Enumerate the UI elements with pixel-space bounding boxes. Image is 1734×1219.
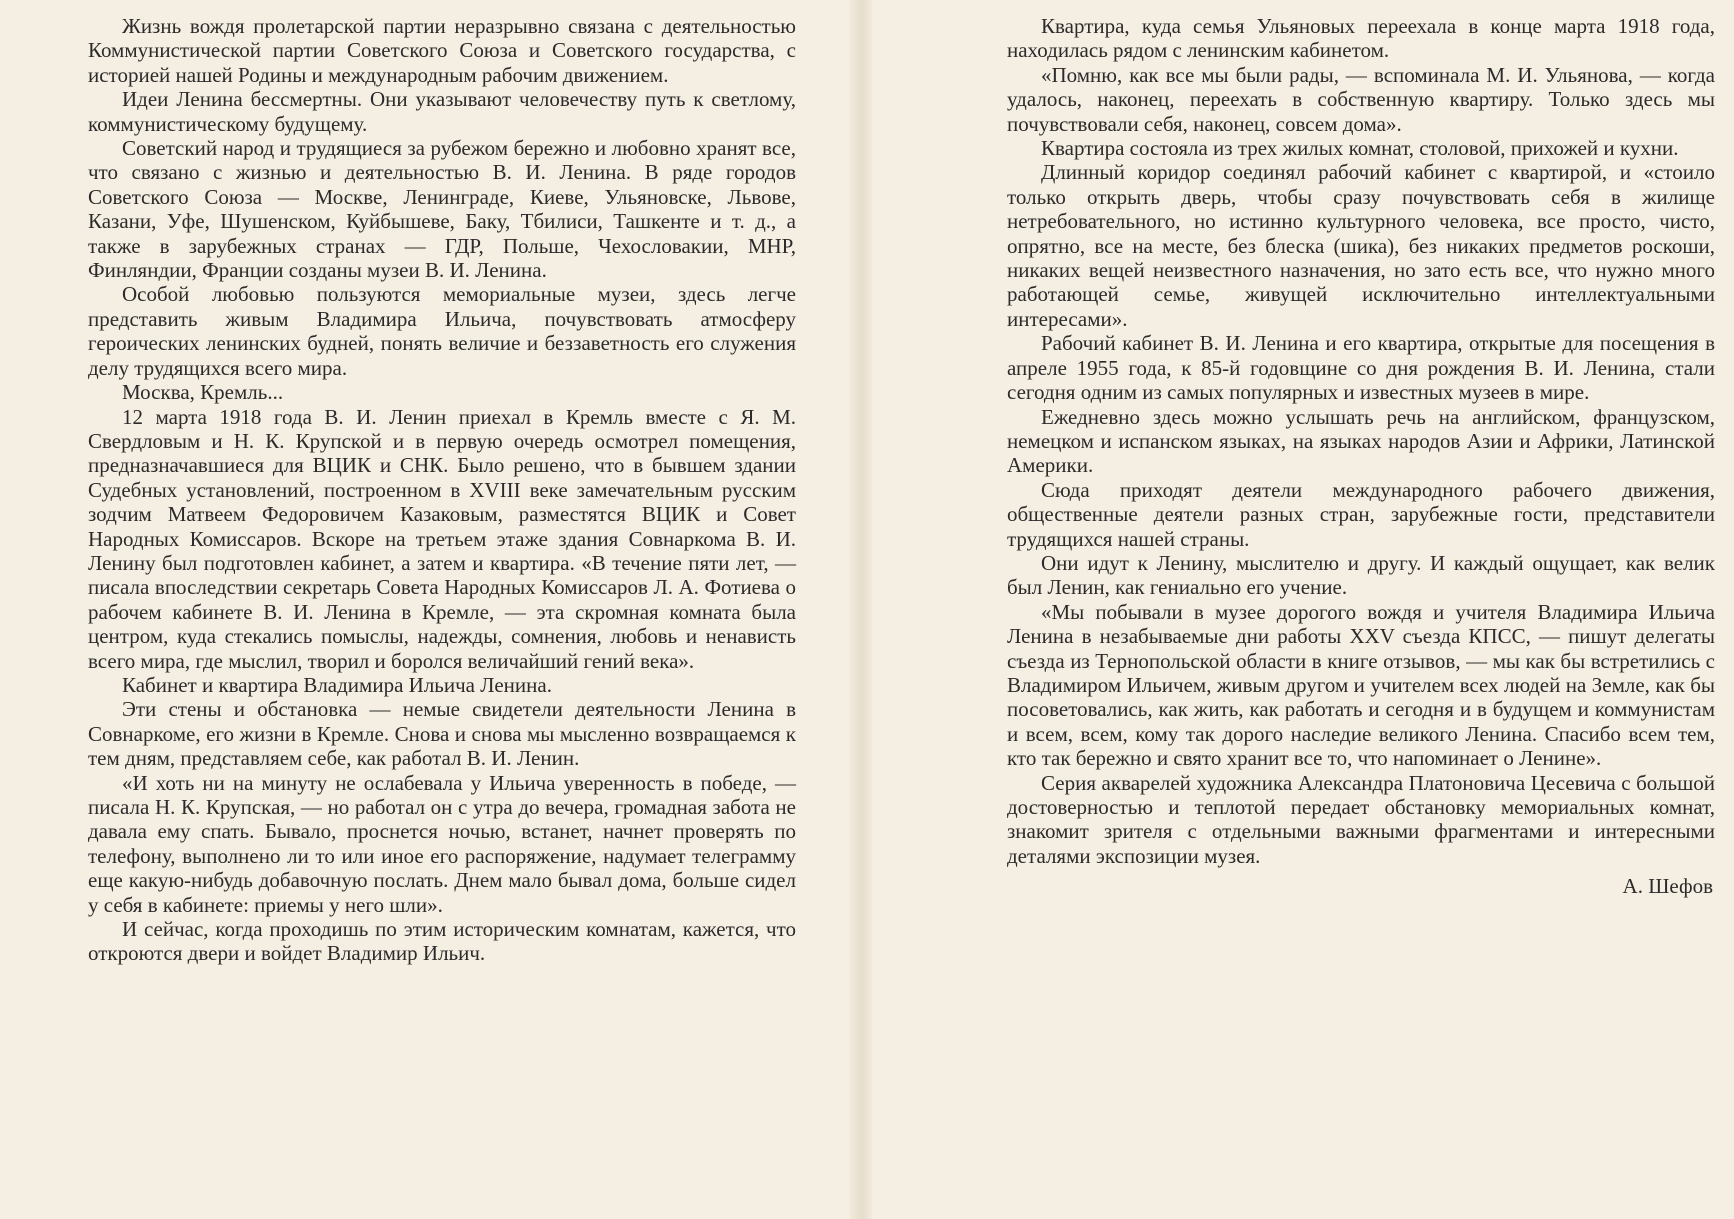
left-paragraph-7: Кабинет и квартира Владимира Ильича Ленина. — [122, 672, 552, 697]
left-paragraph-5: Москва, Кремль... — [122, 380, 284, 405]
left-paragraph-3: Советский народ и трудящиеся за рубежом бережно и любовно хранят все, что связано с жизнью и деятельностью В. И. Ленина. В ряде городов Советского Союза — Москве, Ленинграде, Киеве, Ульяновске, Львове, Казани, Уфе, Шушенском, Куйбышеве, Баку, Тбилиси, Ташкенте и т. д., а также в зарубежных странах — ГДР, Польше, Чехословакии, МНР, Финляндии, Франции созданы музеи В. И. Ленина. — [88, 136, 796, 283]
right-paragraph-7: Сюда приходят деятели международного рабочего движения, общественные деятели разных стран, зарубежные гости, представители трудящихся нашей страны. — [1007, 477, 1715, 551]
right-paragraph-5: Рабочий кабинет В. И. Ленина и его квартира, открытые для посещения в апреле 1955 года, к 85-й годовщине со дня рождения В. И. Ленина, стали сегодня одним из самых популярных и известных музеев в мире. — [1007, 331, 1715, 405]
left-column-text — [88, 14, 796, 966]
left-paragraph-6: 12 марта 1918 года В. И. Ленин приехал в Кремль вместе с Я. М. Свердловым и Н. К. Крупской и в первую очередь осмотрел помещения, предназначавшиеся для ВЦИК и СНК. Было решено, что в бывшем здании Судебных установлений, построенном в XVIII веке замечательным русским зодчим Матвеем Федоровичем Казаковым, разместятся ВЦИК и Совет Народных Комиссаров. Вскоре на третьем этаже здания Совнаркома В. И. Ленину был подготовлен кабинет, а затем и квартира. «В течение пяти лет, — писала впоследствии секретарь Совета Народных Комиссаров Л. А. Фотиева о рабочем кабинете В. И. Ленина в Кремле, — эта скромная комната была центром, куда стекались помыслы, надежды, сомнения, любовь и ненависть всего мира, где мыслил, творил и боролся величайший гений века». — [88, 404, 796, 673]
right-paragraph-4: Длинный коридор соединял рабочий кабинет с квартирой, и «стоило только открыть дверь, чтобы сразу почувствовать себя в жилище нетребовательного, но истинно культурного человека, все просто, чисто, опрятно, все на месте, без блеска (шика), без никаких предметов роскоши, никаких вещей неизвестного назначения, но зато есть все, что нужно много работающей семье, живущей исключительно интеллектуальными интересами». — [1007, 160, 1715, 331]
left-paragraph-10: И сейчас, когда проходишь по этим историческим комнатам, кажется, что откроются двери и войдет Владимир Ильич. — [88, 917, 796, 966]
right-paragraph-1: Квартира, куда семья Ульяновых переехала в конце марта 1918 года, находилась рядом с ленинским кабинетом. — [1007, 14, 1715, 63]
page-gutter — [850, 0, 872, 1219]
left-paragraph-1: Жизнь вождя пролетарской партии неразрывно связана с деятельностью Коммунистической партии Советского Союза и Советского государства, с историей нашей Родины и международным рабочим движением. — [88, 14, 796, 87]
left-paragraph-2: Идеи Ленина бессмертны. Они указывают человечеству путь к светлому, коммунистическому будущему. — [88, 87, 796, 136]
right-paragraph-9: «Мы побывали в музее дорогого вождя и учителя Владимира Ильича Ленина в незабываемые дни работы XXV съезда КПСС, — пишут делегаты съезда из Тернопольской области в книге отзывов, — мы как бы встретились с Владимиром Ильичем, живым другом и учителем всех людей на Земле, как бы посоветовались, как жить, как работать и сегодня и в будущем и коммунистам и всем, всем, кому так дорого наследие великого Ленина. Спасибо всем тем, кто так бережно и свято хранит все то, что напоминает о Ленине». — [1007, 599, 1715, 771]
left-paragraph-8: Эти стены и обстановка — немые свидетели деятельности Ленина в Совнаркоме, его жизни в Кремле. Снова и снова мы мысленно возвращаемся к тем дням, представляем себе, как работал В. И. Ленин. — [88, 697, 796, 771]
left-paragraph-4: Особой любовью пользуются мемориальные музеи, здесь легче представить живым Владимира Ильича, почувствовать атмосферу героических ленинских будней, понять величие и беззаветность его служения делу трудящихся всего мира. — [88, 282, 796, 380]
right-paragraph-3: Квартира состояла из трех жилых комнат, столовой, прихожей и кухни. — [1041, 136, 1679, 161]
right-paragraph-2: «Помню, как все мы были рады, — вспоминала М. И. Ульянова, — когда удалось, наконец, переехать в собственную квартиру. Только здесь мы почувствовали себя, наконец, совсем дома». — [1007, 62, 1715, 136]
left-paragraph-9: «И хоть ни на минуту не ослабевала у Ильича уверенность в победе, — писала Н. К. Крупская, — но работал он с утра до вечера, громадная забота не давала ему спать. Бывало, проснется ночью, встанет, начнет проверять по телефону, выполнено ли то или иное его распоряжение, надумает телеграмму еще какую-нибудь добавочную послать. Днем мало бывал дома, больше сидел у себя в кабинете: приемы у него шли». — [88, 770, 796, 917]
right-paragraph-8: Они идут к Ленину, мыслителю и другу. И каждый ощущает, как велик был Ленин, как гениально его учение. — [1007, 550, 1715, 600]
right-paragraph-10: Серия акварелей художника Александра Платоновича Цесевича с большой достоверностью и теплотой передает обстановку мемориальных комнат, знакомит зрителя с отдельными важными фрагментами и интересными деталями экспозиции музея. — [1007, 770, 1715, 868]
right-paragraph-6: Ежедневно здесь можно услышать речь на английском, французском, немецком и испанском языках, на языках народов Азии и Африки, Латинской Америки. — [1007, 404, 1715, 478]
right-column-text — [1007, 14, 1715, 899]
author-signature: А. Шефов — [1622, 874, 1713, 899]
